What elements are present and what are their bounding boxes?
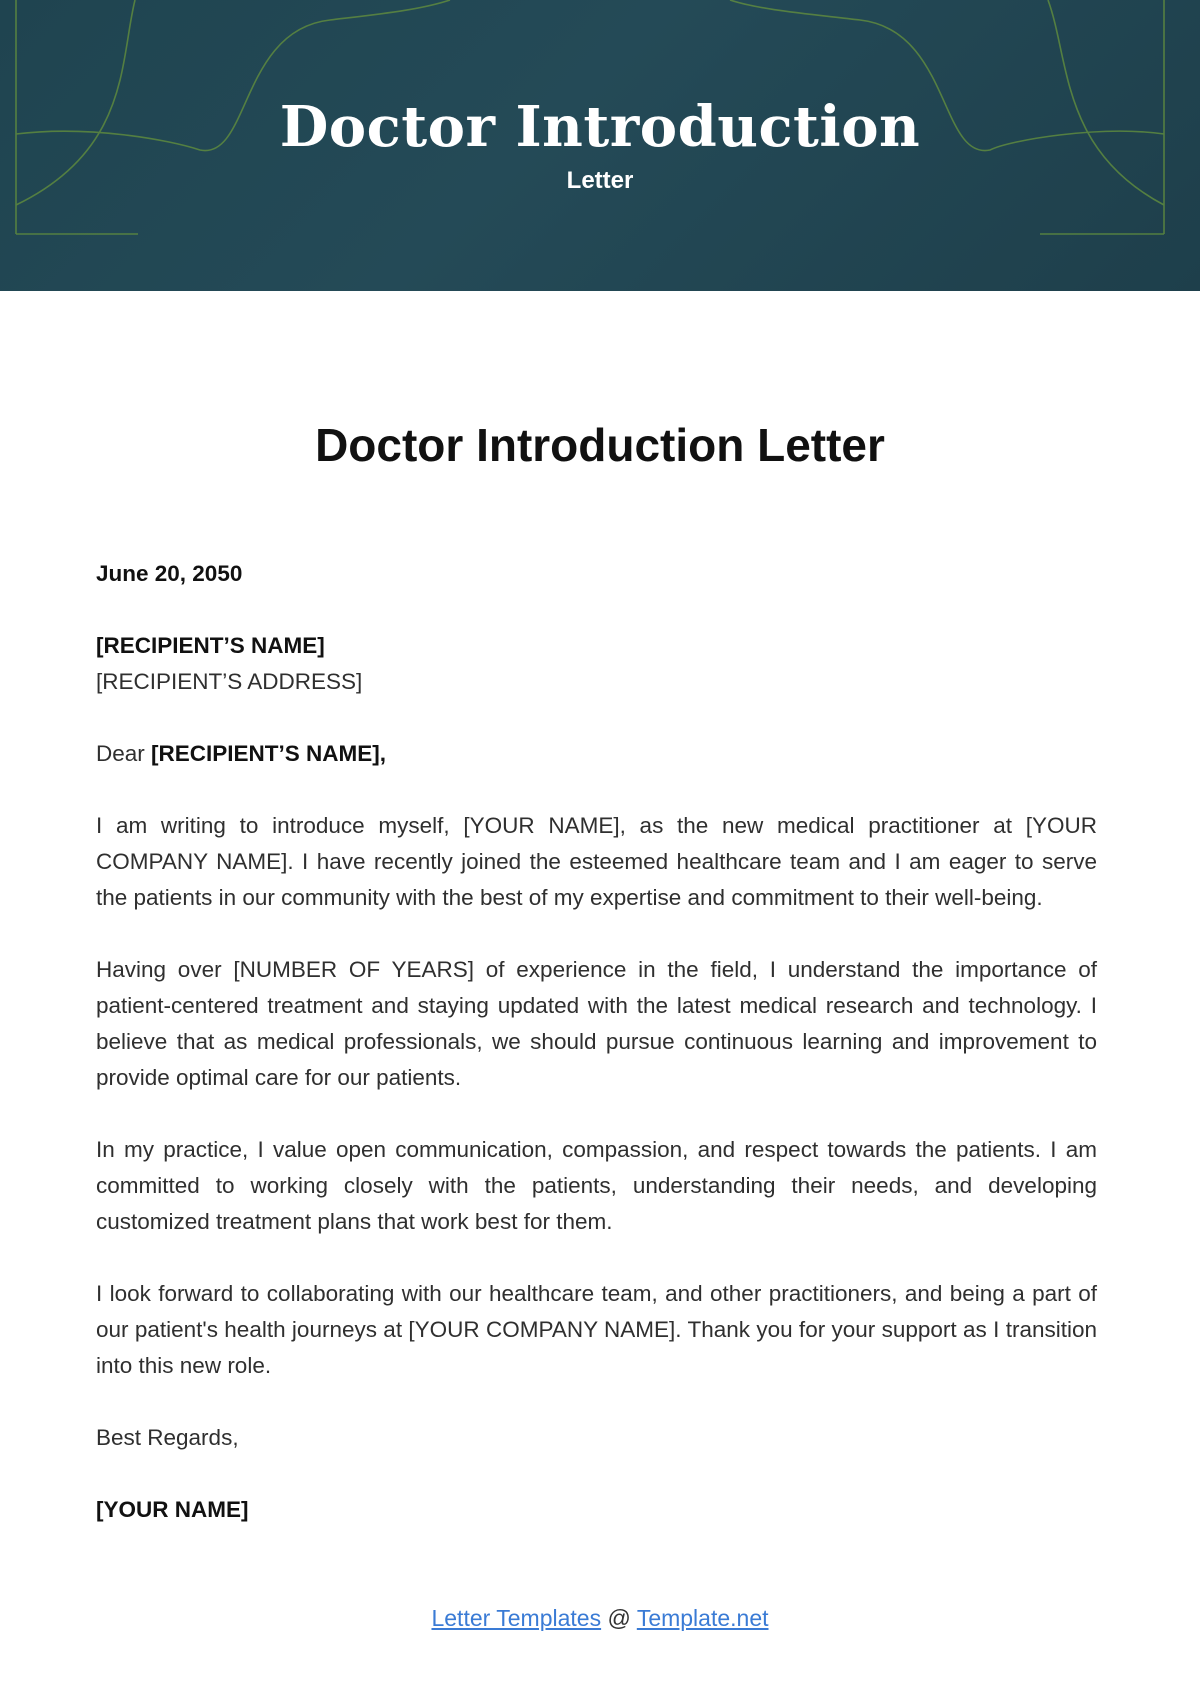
recipient-block [96, 628, 1097, 700]
salutation-name: [RECIPIENT’S NAME], [151, 741, 387, 766]
salutation-prefix: Dear [96, 741, 152, 766]
signature: [YOUR NAME] [96, 1497, 249, 1522]
template-net-link[interactable]: Template.net [636, 1605, 769, 1631]
paragraph-2: Having over [NUMBER OF YEARS] of experience in the field, I understand the importance of patient-centered treatment and staying updated with the latest medical research and technology. I believe that as medical professionals, we should pursue continuous learning and improvement to provide optimal care for our patients. [96, 957, 1097, 1090]
recipient-name: [RECIPIENT’S NAME] [96, 633, 325, 658]
footer [0, 1600, 1200, 1636]
paragraph-1: I am writing to introduce myself, [YOUR NAME], as the new medical practitioner at [YOUR COMPANY NAME]. I have recently joined the esteemed healthcare team and I am eager to serve the patients in our community with the best of my expertise and commitment to their well-being. [96, 813, 1097, 910]
salutation [96, 736, 1097, 772]
letter-date: June 20, 2050 [96, 561, 243, 586]
recipient-address: [RECIPIENT’S ADDRESS] [96, 669, 363, 694]
letter-body [96, 556, 1097, 1564]
footer-separator: @ [601, 1605, 637, 1631]
paragraph-4: I look forward to collaborating with our healthcare team, and other practitioners, and being a part of our patient's health journeys at [YOUR COMPANY NAME]. Thank you for your support as I transition into this new role. [96, 1281, 1097, 1378]
banner-title: Doctor Introduction [279, 94, 921, 160]
letter-templates-link[interactable]: Letter Templates [431, 1605, 602, 1631]
document-title: Doctor Introduction Letter [315, 419, 885, 471]
header-banner [0, 0, 1200, 291]
closing: Best Regards, [96, 1425, 239, 1450]
banner-subtitle: Letter [566, 167, 634, 194]
paragraph-3: In my practice, I value open communication, compassion, and respect towards the patients. I am committed to working closely with the patients, understanding their needs, and developing customized treatment plans that work best for them. [96, 1137, 1097, 1234]
